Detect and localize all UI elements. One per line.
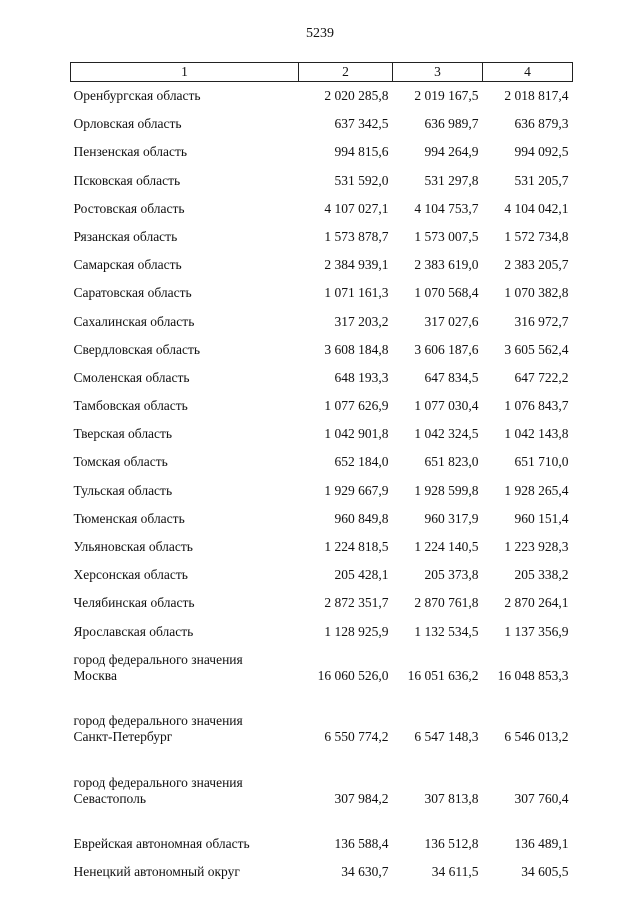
value-cell-col2: 307 984,2 [334, 790, 389, 806]
value-cell-col3: 3 606 187,6 [414, 341, 479, 357]
value-cell-col3: 205 373,8 [424, 567, 479, 583]
table-row [71, 370, 573, 398]
region-name-line: Самарская область [73, 257, 182, 273]
table-row [71, 285, 573, 313]
value-cell-col4: 1 070 382,8 [504, 285, 569, 301]
budget-table [70, 62, 573, 893]
value-cell-col2: 1 071 161,3 [324, 285, 389, 301]
region-name-cell [71, 144, 299, 172]
region-name-cell [71, 426, 299, 454]
value-cell-col4: 1 137 356,9 [504, 623, 569, 639]
table-row [71, 314, 573, 342]
region-name-line: Ярославская область [73, 623, 194, 639]
table-row [71, 426, 573, 454]
region-name-cell [71, 82, 299, 117]
value-cell-col4: 1 042 143,8 [504, 426, 569, 442]
column-header-4: 4 [483, 63, 573, 82]
region-name-cell [71, 595, 299, 623]
region-name-cell [71, 539, 299, 567]
table-row [71, 342, 573, 370]
region-name-cell [71, 201, 299, 229]
value-cell-col2: 1 077 626,9 [324, 398, 389, 414]
table-row [71, 116, 573, 144]
value-cell-col4: 636 879,3 [514, 116, 569, 132]
value-cell-col4: 651 710,0 [514, 454, 569, 470]
region-name-cell [71, 864, 299, 892]
region-name-cell [71, 342, 299, 370]
value-cell-col4: 205 338,2 [514, 567, 569, 583]
region-name-cell [71, 454, 299, 482]
table-row [71, 624, 573, 652]
region-name-line: Оренбургская область [73, 88, 201, 103]
value-cell-col2: 648 193,3 [334, 369, 389, 385]
region-name-cell [71, 775, 299, 837]
value-cell-col3: 6 547 148,3 [414, 729, 479, 745]
value-cell-col3: 4 104 753,7 [414, 200, 479, 216]
region-name-cell [71, 511, 299, 539]
region-name-line: Орловская область [73, 116, 182, 132]
value-cell-col3: 1 224 140,5 [414, 539, 479, 554]
value-cell-col3: 647 834,5 [424, 369, 479, 385]
column-header-3: 3 [393, 63, 483, 82]
region-name-cell [71, 836, 299, 864]
table-body [71, 82, 573, 893]
value-cell-col3: 1 042 324,5 [414, 426, 479, 442]
table-row [71, 82, 573, 117]
region-name-line: Тульская область [73, 482, 173, 498]
region-name-line: Москва [73, 667, 117, 683]
value-cell-col4: 1 223 928,3 [504, 539, 569, 554]
value-cell-col2: 531 592,0 [334, 172, 389, 188]
region-name-cell [71, 370, 299, 398]
region-name-cell [71, 314, 299, 342]
region-name-line: город федерального значения [73, 774, 243, 790]
value-cell-col3: 317 027,6 [424, 313, 479, 329]
value-cell-col4: 531 205,7 [514, 172, 569, 188]
table-row [71, 595, 573, 623]
region-name-cell [71, 229, 299, 257]
value-cell-col2: 1 128 925,9 [324, 623, 389, 639]
value-cell-col3: 1 573 007,5 [414, 228, 479, 244]
value-cell-col4: 2 018 817,4 [504, 88, 569, 103]
table-row [71, 173, 573, 201]
value-cell-col4: 1 076 843,7 [504, 398, 569, 414]
value-cell-col3: 531 297,8 [424, 172, 479, 188]
value-cell-col2: 994 815,6 [334, 144, 389, 160]
value-cell-col4: 16 048 853,3 [497, 667, 569, 683]
value-cell-col2: 136 588,4 [334, 836, 389, 852]
value-cell-col3: 307 813,8 [424, 790, 479, 806]
region-name-line: Ульяновская область [73, 539, 193, 554]
region-name-line: Тамбовская область [73, 398, 188, 414]
table-row [71, 454, 573, 482]
value-cell-col2: 637 342,5 [334, 116, 389, 132]
table-row [71, 144, 573, 172]
value-cell-col4: 2 383 205,7 [504, 257, 569, 273]
table-row [71, 483, 573, 511]
region-name-cell [71, 624, 299, 652]
value-cell-col2: 1 042 901,8 [324, 426, 389, 442]
value-cell-col4: 307 760,4 [514, 790, 569, 806]
value-cell-col2: 3 608 184,8 [324, 341, 389, 357]
value-cell-col3: 2 019 167,5 [414, 88, 479, 103]
region-name-line: Челябинская область [73, 595, 195, 611]
region-name-cell [71, 398, 299, 426]
value-cell-col3: 1 928 599,8 [414, 482, 479, 498]
table-row [71, 652, 573, 714]
value-cell-col3: 1 070 568,4 [414, 285, 479, 301]
region-name-cell [71, 285, 299, 313]
value-cell-col4: 960 151,4 [514, 510, 569, 526]
table-row [71, 836, 573, 864]
value-cell-col2: 2 384 939,1 [324, 257, 389, 273]
value-cell-col4: 34 605,5 [521, 864, 569, 880]
table-row [71, 567, 573, 595]
value-cell-col3: 636 989,7 [424, 116, 479, 132]
value-cell-col4: 4 104 042,1 [504, 200, 569, 216]
region-name-line: Ростовская область [73, 200, 185, 216]
region-name-line: город федерального значения [73, 713, 243, 729]
region-name-cell [71, 173, 299, 201]
region-name-line: город федерального значения [73, 651, 243, 667]
table-row [71, 398, 573, 426]
value-cell-col2: 6 550 774,2 [324, 729, 389, 745]
value-cell-col2: 34 630,7 [341, 864, 389, 880]
table-header-row [71, 63, 573, 82]
region-name-line: Саратовская область [73, 285, 192, 301]
region-name-line: Еврейская автономная область [73, 836, 250, 852]
value-cell-col3: 1 077 030,4 [414, 398, 479, 414]
table-row [71, 775, 573, 837]
value-cell-col2: 205 428,1 [334, 567, 389, 583]
region-name-line: Рязанская область [73, 228, 178, 244]
value-cell-col4: 994 092,5 [514, 144, 569, 160]
table-row [71, 201, 573, 229]
value-cell-col2: 317 203,2 [334, 313, 389, 329]
region-name-line: Свердловская область [73, 341, 200, 357]
table-row [71, 713, 573, 775]
value-cell-col2: 1 573 878,7 [324, 228, 389, 244]
region-name-line: Тюменская область [73, 510, 185, 526]
region-name-line: Санкт-Петербург [73, 729, 173, 745]
value-cell-col4: 3 605 562,4 [504, 341, 569, 357]
region-name-line: Херсонская область [73, 567, 188, 583]
region-name-line: Пензенская область [73, 144, 187, 160]
value-cell-col2: 1 224 818,5 [324, 539, 389, 554]
value-cell-col3: 16 051 636,2 [407, 667, 479, 683]
region-name-cell [71, 713, 299, 775]
page-number: 5239 [306, 26, 334, 41]
value-cell-col2: 4 107 027,1 [324, 200, 389, 216]
value-cell-col4: 6 546 013,2 [504, 729, 569, 745]
value-cell-col4: 1 572 734,8 [504, 228, 569, 244]
region-name-cell [71, 257, 299, 285]
region-name-cell [71, 483, 299, 511]
table-row [71, 539, 573, 567]
region-name-line: Тверская область [73, 426, 173, 442]
value-cell-col3: 1 132 534,5 [414, 623, 479, 639]
region-name-line: Смоленская область [73, 369, 190, 385]
table-row [71, 511, 573, 539]
value-cell-col2: 652 184,0 [334, 454, 389, 470]
value-cell-col3: 2 383 619,0 [414, 257, 479, 273]
value-cell-col2: 16 060 526,0 [317, 667, 389, 683]
table-row [71, 257, 573, 285]
value-cell-col4: 2 870 264,1 [504, 595, 569, 611]
region-name-line: Севастополь [73, 790, 147, 806]
value-cell-col4: 316 972,7 [514, 313, 569, 329]
value-cell-col3: 34 611,5 [431, 864, 479, 880]
value-cell-col3: 994 264,9 [424, 144, 479, 160]
table-row [71, 864, 573, 892]
value-cell-col3: 651 823,0 [424, 454, 479, 470]
value-cell-col2: 960 849,8 [334, 510, 389, 526]
value-cell-col4: 647 722,2 [514, 369, 569, 385]
column-header-2: 2 [299, 63, 393, 82]
region-name-line: Томская область [73, 454, 168, 470]
region-name-line: Ненецкий автономный округ [73, 864, 240, 880]
value-cell-col4: 136 489,1 [514, 836, 569, 852]
value-cell-col4: 1 928 265,4 [504, 482, 569, 498]
region-name-line: Сахалинская область [73, 313, 195, 329]
value-cell-col2: 2 872 351,7 [324, 595, 389, 611]
region-name-cell [71, 567, 299, 595]
value-cell-col2: 2 020 285,8 [324, 88, 389, 103]
value-cell-col2: 1 929 667,9 [324, 482, 389, 498]
value-cell-col3: 136 512,8 [424, 836, 479, 852]
column-header-1: 1 [71, 63, 299, 82]
table-row [71, 229, 573, 257]
value-cell-col3: 2 870 761,8 [414, 595, 479, 611]
value-cell-col3: 960 317,9 [424, 510, 479, 526]
region-name-cell [71, 116, 299, 144]
region-name-line: Псковская область [73, 172, 181, 188]
region-name-cell [71, 652, 299, 714]
